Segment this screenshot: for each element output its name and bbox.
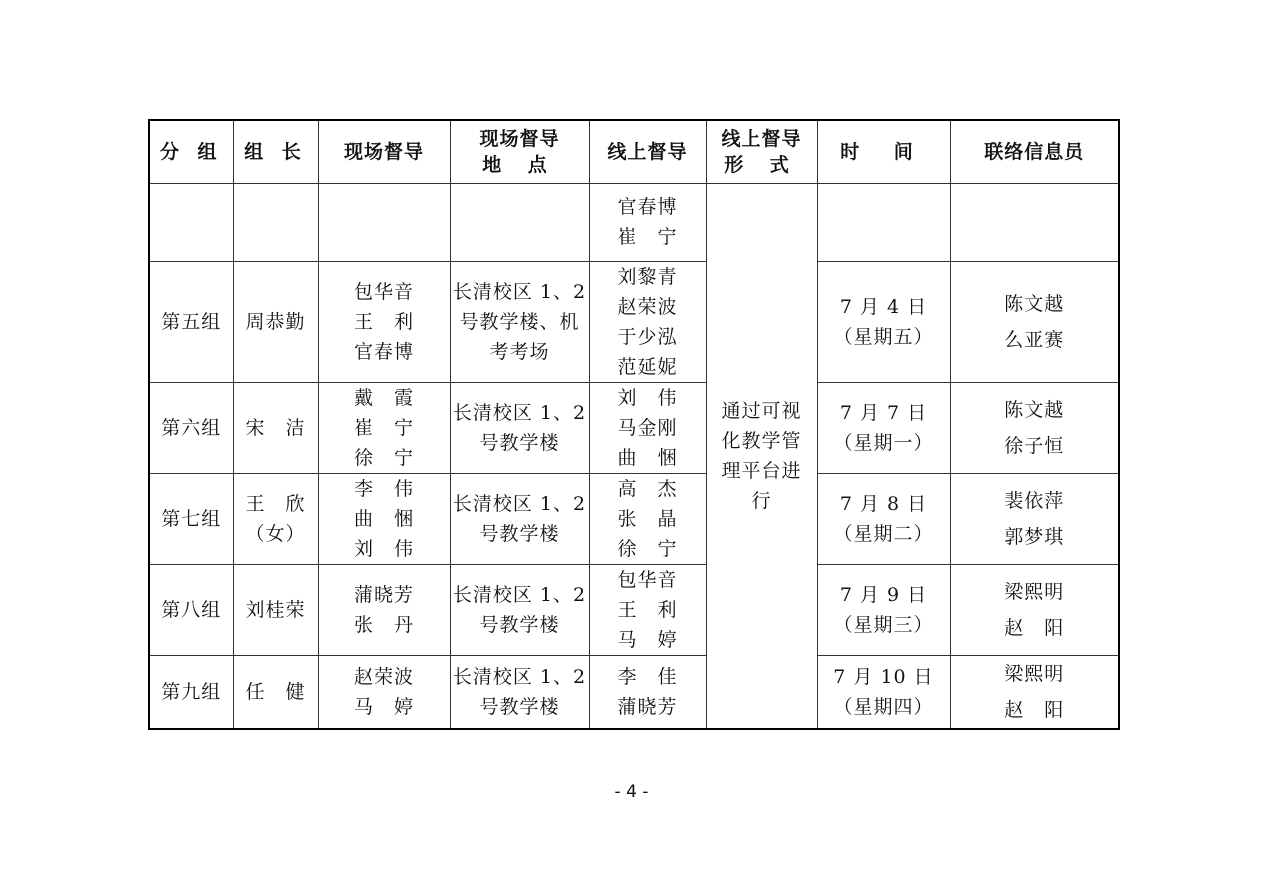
contact-cell [950,473,1119,564]
time-line: 7 月 10 日 [833,665,934,688]
onsite-line: 张 丹 [353,613,414,636]
online-line: 崔 宁 [617,226,678,248]
onsite-supervisors-cell [318,382,450,473]
contact-line: 徐子恒 [1004,434,1065,457]
online-lines [590,474,706,564]
table-row [149,564,1119,655]
online-lines [590,662,706,722]
contact-lines [951,286,1119,358]
time-cell [817,261,950,382]
contact-line: 梁熙明 [1004,662,1065,685]
onsite-line: 李 伟 [353,477,414,500]
onsite-line: 戴 霞 [353,386,414,409]
onsite-location-cell [450,183,589,261]
online-line: 李 佳 [617,665,678,688]
online-line: 高 杰 [617,477,678,500]
onsite-line: 赵荣波 [353,665,414,688]
onsite-location-cell [450,655,589,729]
leader-line: 刘桂荣 [245,598,306,621]
contact-line: 赵 阳 [1004,616,1065,639]
time-cell [817,564,950,655]
online-mode-text [707,396,817,516]
contact-line: 么亚赛 [1004,328,1065,351]
online-line: 马 婷 [617,628,678,651]
contact-line: 陈文越 [1004,292,1065,315]
online-line: 王 利 [617,598,678,621]
online-supervisors-cell [589,382,706,473]
time-lines [818,580,950,640]
table-header-row [149,120,1119,183]
onsite-line: 蒲晓芳 [353,583,414,606]
time-cell [817,183,950,261]
online-line: 包华音 [617,568,678,591]
onsite-line: 官春博 [353,340,414,363]
leader-line: 任 健 [245,680,306,703]
online-supervisors-cell [589,261,706,382]
location-line: 考考场 [489,340,550,363]
header-group: 分 组 [149,120,233,183]
leader-line: （女） [245,522,306,545]
time-line: （星期五） [833,325,934,348]
onsite-location-cell [450,261,589,382]
contact-cell [950,382,1119,473]
onsite-supervisors-cell [318,564,450,655]
leader-line: 宋 洁 [245,416,306,439]
location-lines [451,277,589,367]
location-lines [451,580,589,640]
onsite-lines [319,580,450,640]
online-mode-line: 通过可视 [721,399,802,422]
onsite-supervisors-cell [318,261,450,382]
time-cell [817,382,950,473]
location-lines [451,489,589,549]
leader-lines [234,307,318,337]
online-mode-line: 行 [751,489,772,512]
contact-cell [950,564,1119,655]
contact-cell [950,261,1119,382]
leader-line: 周恭勤 [245,310,306,333]
group-cell: 第九组 [149,655,233,729]
location-line: 号教学楼 [479,613,560,636]
online-line: 蒲晓芳 [617,695,678,718]
online-mode-line: 理平台进 [721,459,802,482]
time-cell [817,473,950,564]
online-line: 徐 宁 [617,537,678,560]
group-cell [149,183,233,261]
onsite-lines [319,277,450,367]
location-line: 长清校区 1、2 [452,492,587,515]
time-line: （星期二） [833,522,934,545]
onsite-location-cell [450,473,589,564]
online-line: 马金刚 [617,416,678,439]
leader-cell [233,564,318,655]
contact-line: 裴依萍 [1004,489,1065,512]
group-cell: 第八组 [149,564,233,655]
time-line: 7 月 9 日 [839,583,928,606]
onsite-lines [319,662,450,722]
time-line: （星期四） [833,695,934,718]
table-row [149,261,1119,382]
online-lines [590,383,706,473]
contact-lines [951,392,1119,464]
onsite-supervisors-cell [318,655,450,729]
online-line: 官春博 [617,196,678,218]
time-cell [817,655,950,729]
online-line: 张 晶 [617,507,678,530]
time-line: 7 月 4 日 [839,295,928,318]
onsite-location-cell [450,564,589,655]
onsite-line: 曲 悃 [353,507,414,530]
online-lines [590,262,706,382]
contact-lines [951,656,1119,728]
onsite-line: 王 利 [353,310,414,333]
location-lines [451,398,589,458]
time-line: （星期一） [833,431,934,454]
leader-cell [233,261,318,382]
header-location-line2: 地 点 [482,153,557,176]
onsite-lines [319,383,450,473]
onsite-line: 马 婷 [353,695,414,718]
location-line: 号教学楼 [479,695,560,718]
online-supervisors-cell [589,183,706,261]
online-supervisors-cell [589,655,706,729]
time-lines [818,292,950,352]
location-line: 号教学楼 [479,522,560,545]
contact-lines [951,483,1119,555]
time-line: 7 月 7 日 [839,401,928,424]
contact-line: 梁熙明 [1004,580,1065,603]
table-row [149,655,1119,729]
leader-cell [233,655,318,729]
header-online: 线上督导 [589,120,706,183]
onsite-supervisors-cell [318,183,450,261]
location-line: 号教学楼 [479,431,560,454]
table-row [149,183,1119,261]
supervision-schedule-table [148,119,1120,730]
location-line: 号教学楼、机 [459,310,580,333]
header-leader: 组 长 [233,120,318,183]
header-mode-line1: 线上督导 [721,127,802,150]
location-line: 长清校区 1、2 [452,280,587,303]
leader-lines [234,489,318,549]
online-lines [590,192,706,252]
contact-cell [950,655,1119,729]
onsite-lines [319,474,450,564]
online-mode-cell [706,183,817,729]
location-line: 长清校区 1、2 [452,583,587,606]
contact-line: 赵 阳 [1004,698,1065,721]
group-cell: 第七组 [149,473,233,564]
location-lines [451,662,589,722]
online-line: 范延妮 [617,355,678,378]
online-line: 赵荣波 [617,295,678,318]
online-mode-line: 化教学管 [721,429,802,452]
group-cell: 第六组 [149,382,233,473]
group-cell: 第五组 [149,261,233,382]
time-line: （星期三） [833,613,934,636]
online-line: 曲 悃 [617,446,678,469]
time-line: 7 月 8 日 [839,492,928,515]
header-location-line1: 现场督导 [479,127,560,150]
header-time: 时 间 [817,120,950,183]
contact-line: 陈文越 [1004,398,1065,421]
leader-cell [233,382,318,473]
contact-lines [951,574,1119,646]
onsite-supervisors-cell [318,473,450,564]
onsite-line: 崔 宁 [353,416,414,439]
header-location [450,120,589,183]
leader-lines [234,595,318,625]
leader-cell [233,183,318,261]
online-line: 于少泓 [617,325,678,348]
time-lines [818,489,950,549]
page-number: - 4 - [614,782,649,802]
location-line: 长清校区 1、2 [452,401,587,424]
onsite-line: 刘 伟 [353,537,414,560]
onsite-location-cell [450,382,589,473]
time-lines [818,662,950,722]
leader-lines [234,413,318,443]
online-lines [590,565,706,655]
leader-cell [233,473,318,564]
online-supervisors-cell [589,564,706,655]
online-line: 刘黎青 [617,265,678,288]
header-contact: 联络信息员 [950,120,1119,183]
leader-lines [234,677,318,707]
header-onsite: 现场督导 [318,120,450,183]
header-mode-line2: 形 式 [724,153,799,176]
table-row [149,473,1119,564]
contact-cell [950,183,1119,261]
onsite-line: 包华音 [353,280,414,303]
leader-line: 王 欣 [245,492,306,515]
table-row [149,382,1119,473]
onsite-line: 徐 宁 [353,446,414,469]
time-lines [818,398,950,458]
header-mode [706,120,817,183]
location-line: 长清校区 1、2 [452,665,587,688]
contact-line: 郭梦琪 [1004,525,1065,548]
online-supervisors-cell [589,473,706,564]
online-line: 刘 伟 [617,386,678,409]
